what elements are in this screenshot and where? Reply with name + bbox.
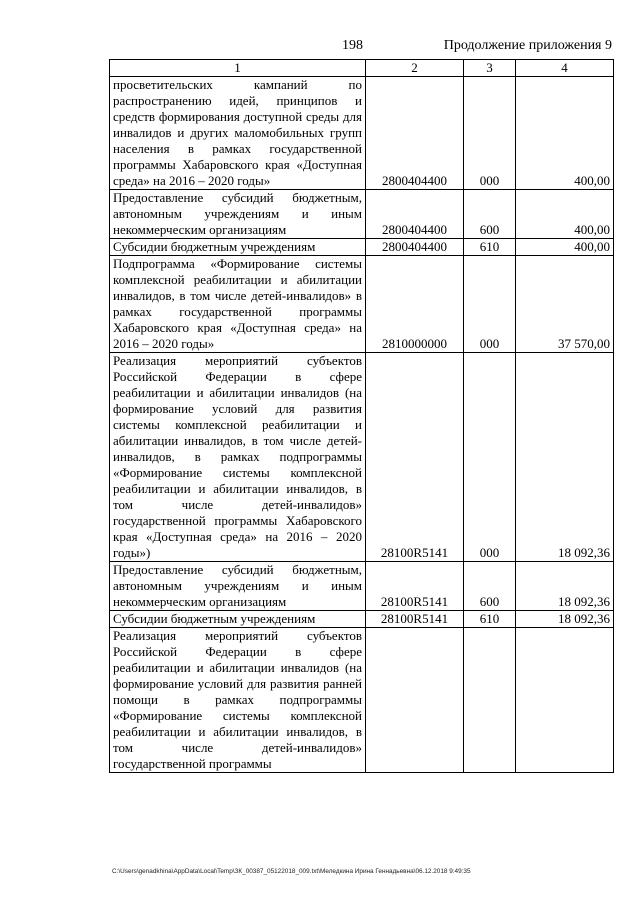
table-row	[110, 190, 614, 239]
row-amount: 37 570,00	[516, 256, 614, 353]
row-name: Субсидии бюджетным учреждениям	[110, 239, 366, 256]
row-code: 28100R5141	[366, 611, 464, 628]
row-name: Предоставление субсидий бюджетным, автономным учреждениям и иным некоммерческим организациям	[110, 562, 366, 611]
row-name: Реализация мероприятий субъектов Российской Федерации в сфере реабилитации и абилитации инвалидов (на формирование условий для развития ранней помощи в рамках подпрограммы «Формирование системы комплексной реабилитации и абилитации инвалидов, в том числе детей-инвалидов» государственной программы	[110, 628, 366, 773]
row-name: просветительских кампаний по распространению идей, принципов и средств формирования доступной среды для инвалидов и других маломобильных групп населения в рамках государственной программы Хабаровского края «Доступная среда» на 2016 – 2020 годы»	[110, 77, 366, 190]
row-code	[366, 628, 464, 773]
file-path-footer: C:\Users\genadkhina\AppData\Local\Temp\ЗК_00387_05122018_009.txt\Меледкина Ирина Геннадьевна\06.12.2018 9:49:35	[112, 868, 471, 875]
table-row	[110, 353, 614, 562]
table-header-row	[110, 60, 614, 77]
row-amount: 400,00	[516, 77, 614, 190]
table-row	[110, 562, 614, 611]
column-header-2: 2	[366, 60, 464, 77]
row-amount: 18 092,36	[516, 562, 614, 611]
budget-table	[109, 59, 614, 773]
row-amount: 18 092,36	[516, 353, 614, 562]
row-kind: 000	[464, 353, 516, 562]
row-kind: 000	[464, 77, 516, 190]
row-code: 2800404400	[366, 239, 464, 256]
row-name: Субсидии бюджетным учреждениям	[110, 611, 366, 628]
row-amount	[516, 628, 614, 773]
row-name: Предоставление субсидий бюджетным, автономным учреждениям и иным некоммерческим организациям	[110, 190, 366, 239]
row-kind: 600	[464, 190, 516, 239]
row-kind	[464, 628, 516, 773]
row-code: 2800404400	[366, 190, 464, 239]
row-name: Подпрограмма «Формирование системы комплексной реабилитации и абилитации инвалидов, в том числе детей-инвалидов» в рамках государственной программы Хабаровского края «Доступная среда» на 2016 – 2020 годы»	[110, 256, 366, 353]
table-row	[110, 611, 614, 628]
row-kind: 610	[464, 611, 516, 628]
table-row	[110, 77, 614, 190]
row-kind: 000	[464, 256, 516, 353]
page-number: 198	[342, 38, 363, 53]
table-row	[110, 239, 614, 256]
row-amount: 400,00	[516, 190, 614, 239]
row-code: 28100R5141	[366, 562, 464, 611]
column-header-4: 4	[516, 60, 614, 77]
row-code: 2810000000	[366, 256, 464, 353]
row-kind: 600	[464, 562, 516, 611]
column-header-3: 3	[464, 60, 516, 77]
row-kind: 610	[464, 239, 516, 256]
row-amount: 400,00	[516, 239, 614, 256]
row-name: Реализация мероприятий субъектов Российской Федерации в сфере реабилитации и абилитации инвалидов (на формирование условий для развития системы комплексной реабилитации и абилитации инвалидов, в том числе детей-инвалидов, в рамках подпрограммы «Формирование системы комплексной реабилитации и абилитации инвалидов, в том числе детей-инвалидов» государственной программы Хабаровского края «Доступная среда» на 2016 – 2020 годы»)	[110, 353, 366, 562]
table-row	[110, 256, 614, 353]
column-header-1: 1	[110, 60, 366, 77]
table-row	[110, 628, 614, 773]
row-amount: 18 092,36	[516, 611, 614, 628]
row-code: 28100R5141	[366, 353, 464, 562]
row-code: 2800404400	[366, 77, 464, 190]
appendix-note: Продолжение приложения 9	[443, 38, 612, 53]
